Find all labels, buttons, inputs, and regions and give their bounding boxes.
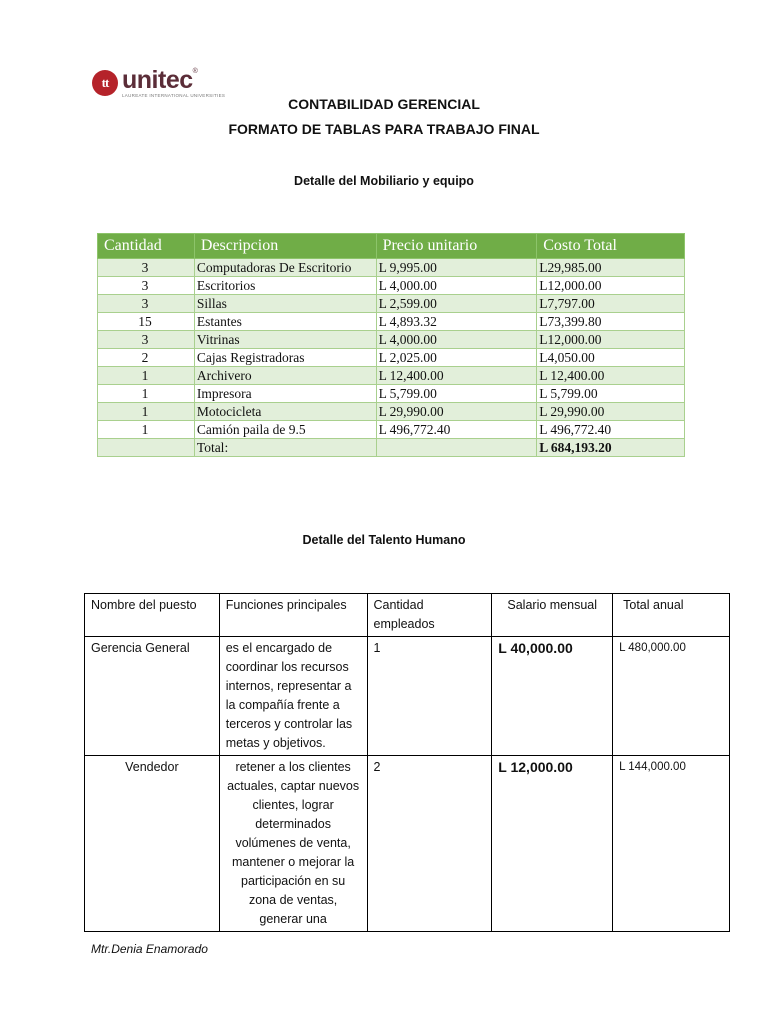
price-cell: L 2,599.00 — [376, 295, 537, 313]
total-cell: L 5,799.00 — [537, 385, 685, 403]
qty-cell: 1 — [98, 421, 195, 439]
table-row — [98, 313, 685, 331]
description-cell: Estantes — [194, 313, 376, 331]
qty-cell: 3 — [98, 277, 195, 295]
equipment-table — [97, 233, 685, 457]
position-cell: Vendedor — [85, 756, 220, 932]
empty-cell — [98, 439, 195, 457]
total-cell: L4,050.00 — [537, 349, 685, 367]
description-cell: Vitrinas — [194, 331, 376, 349]
logo-badge: tt — [92, 70, 118, 96]
price-cell: L 9,995.00 — [376, 259, 537, 277]
total-cell: L7,797.00 — [537, 295, 685, 313]
salary-cell: L 12,000.00 — [492, 756, 613, 932]
unitec-logo — [92, 68, 225, 99]
price-cell: L 12,400.00 — [376, 367, 537, 385]
table-row — [98, 421, 685, 439]
functions-cell: es el encargado de coordinar los recursos internos, representar a la compañía frente a terceros y controlar las metas y objetivos. — [219, 637, 367, 756]
staff-header-row — [85, 594, 730, 637]
description-cell: Cajas Registradoras — [194, 349, 376, 367]
table-row — [98, 331, 685, 349]
column-header: Salario mensual — [492, 594, 613, 637]
column-header: Cantidad — [98, 234, 195, 259]
equipment-header-row — [98, 234, 685, 259]
count-cell: 1 — [367, 637, 492, 756]
table-row — [98, 295, 685, 313]
grand-total: L 684,193.20 — [537, 439, 685, 457]
total-cell: L 12,400.00 — [537, 367, 685, 385]
description-cell: Archivero — [194, 367, 376, 385]
description-cell: Impresora — [194, 385, 376, 403]
qty-cell: 1 — [98, 403, 195, 421]
document-title: CONTABILIDAD GERENCIAL — [288, 96, 480, 112]
total-cell: L12,000.00 — [537, 331, 685, 349]
description-cell: Escritorios — [194, 277, 376, 295]
description-cell: Motocicleta — [194, 403, 376, 421]
column-header: Precio unitario — [376, 234, 537, 259]
logo-subtitle: LAUREATE INTERNATIONAL UNIVERSITIES — [122, 93, 226, 98]
annual-cell: L 144,000.00 — [613, 756, 730, 932]
total-cell: L 496,772.40 — [537, 421, 685, 439]
table-row — [98, 259, 685, 277]
total-label: Total: — [194, 439, 376, 457]
qty-cell: 1 — [98, 385, 195, 403]
salary-cell: L 40,000.00 — [492, 637, 613, 756]
price-cell: L 4,000.00 — [376, 277, 537, 295]
qty-cell: 15 — [98, 313, 195, 331]
table-row — [98, 403, 685, 421]
staff-table — [84, 593, 730, 932]
column-header: Cantidad empleados — [367, 594, 492, 637]
qty-cell: 3 — [98, 295, 195, 313]
logo-registered-mark: ® — [192, 68, 198, 75]
description-cell: Sillas — [194, 295, 376, 313]
empty-cell — [376, 439, 537, 457]
position-cell: Gerencia General — [85, 637, 220, 756]
price-cell: L 4,000.00 — [376, 331, 537, 349]
total-cell: L29,985.00 — [537, 259, 685, 277]
table-row — [98, 349, 685, 367]
description-cell: Camión paila de 9.5 — [194, 421, 376, 439]
equipment-heading: Detalle del Mobiliario y equipo — [294, 174, 474, 188]
table-row — [98, 277, 685, 295]
price-cell: L 496,772.40 — [376, 421, 537, 439]
logo-text — [122, 68, 225, 99]
document-subtitle: FORMATO DE TABLAS PARA TRABAJO FINAL — [228, 121, 540, 137]
qty-cell: 3 — [98, 331, 195, 349]
column-header: Nombre del puesto — [85, 594, 220, 637]
total-cell: L73,399.80 — [537, 313, 685, 331]
table-row — [98, 385, 685, 403]
table-row — [98, 367, 685, 385]
functions-cell: retener a los clientes actuales, captar nuevos clientes, lograr determinados volúmenes de venta, mantener o mejorar la participación en su zona de ventas, generar una — [219, 756, 367, 932]
staff-heading: Detalle del Talento Humano — [302, 533, 466, 547]
table-row — [85, 756, 730, 932]
total-cell: L 29,990.00 — [537, 403, 685, 421]
total-cell: L12,000.00 — [537, 277, 685, 295]
count-cell: 2 — [367, 756, 492, 932]
table-row — [85, 637, 730, 756]
column-header: Descripcion — [194, 234, 376, 259]
price-cell: L 2,025.00 — [376, 349, 537, 367]
qty-cell: 3 — [98, 259, 195, 277]
price-cell: L 4,893.32 — [376, 313, 537, 331]
qty-cell: 2 — [98, 349, 195, 367]
column-header: Funciones principales — [219, 594, 367, 637]
column-header: Total anual — [613, 594, 730, 637]
column-header: Costo Total — [537, 234, 685, 259]
annual-cell: L 480,000.00 — [613, 637, 730, 756]
logo-word: unitec — [122, 66, 193, 94]
price-cell: L 29,990.00 — [376, 403, 537, 421]
footer-author: Mtr.Denia Enamorado — [91, 942, 208, 956]
price-cell: L 5,799.00 — [376, 385, 537, 403]
total-row — [98, 439, 685, 457]
description-cell: Computadoras De Escritorio — [194, 259, 376, 277]
qty-cell: 1 — [98, 367, 195, 385]
